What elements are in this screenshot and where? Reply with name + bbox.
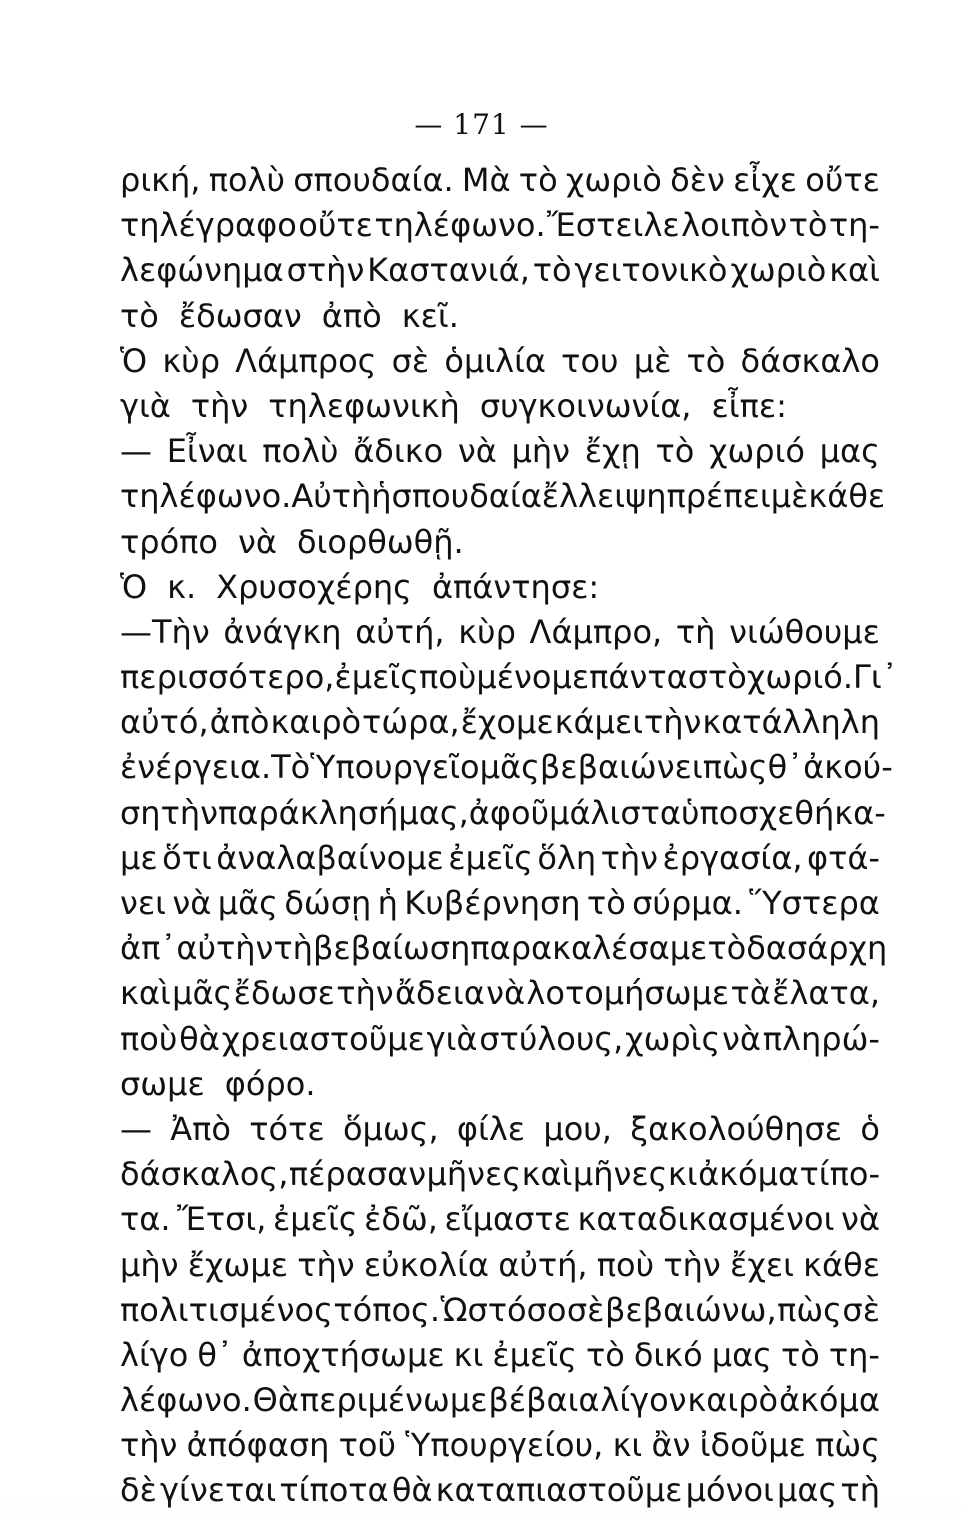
text-line: Ὁ κὺρ Λάμπρος σὲ ὁμιλία του μὲ τὸ δάσκαλο [120,341,880,380]
text-line: τηλέφωνο. Αὐτὴ ἡ σπουδαία ἔλλειψη πρέπει μὲ κάθε [120,477,886,516]
text-line: περισσότερο, ἐμεῖς ποὺ μένομε πάντα στὸ χωριό. Γι᾿ [120,658,898,697]
text-line: μὴν ἔχωμε τὴν εὐκολία αὐτή, ποὺ τὴν ἔχει κάθε [120,1245,880,1284]
text-line: λεφώνημα στὴν Καστανιά, τὸ γειτονικὸ χωριὸ καὶ [120,251,880,290]
text-line: τὴν ἀπόφαση τοῦ Ὑπουργείου, κι ἂν ἰδοῦμε πὼς [120,1426,880,1465]
text-line: τὸ ἔδωσαν ἀπὸ κεῖ. [120,296,459,335]
text-line: αὐτό, ἀπὸ καιρὸ τώρα, ἔχομε κάμει τὴν κατάλληλη [120,703,880,742]
text-line: Ὁ κ. Χρυσοχέρης ἀπάντησε: [120,567,600,606]
text-line: σωμε φόρο. [120,1064,316,1103]
text-line: καὶ μᾶς ἔδωσε τὴν ἄδεια νὰ λοτομήσωμε τὰ ἔλατα, [120,974,880,1013]
text-line: τηλέγραφο οὔτε τηλέφωνο. Ἔστειλε λοιπὸν τὸ τη- [120,206,880,245]
text-line: δὲ γίνεται τίποτα θὰ καταπιαστοῦμε μόνοι μας τὴ [120,1471,880,1510]
text-line: με ὅτι ἀναλαβαίνομε ἐμεῖς ὅλη τὴν ἐργασία, φτά- [120,838,880,877]
text-line: τα. Ἔτσι, ἐμεῖς ἐδῶ, εἴμαστε καταδικασμένοι νὰ [120,1200,880,1239]
text-line: ρική, πολὺ σπουδαία. Μὰ τὸ χωριὸ δὲν εἶχε οὔτε [120,161,880,199]
text-line: πολιτισμένος τόπος. Ὡστόσο σὲ βεβαιώνω, πὼς σὲ [120,1290,880,1329]
text-line: ἐνέργεια. Τὸ Ὑπουργεῖο μᾶς βεβαιώνει πὼς θ᾿ ἀκού- [120,748,893,787]
text-line: — Ἀπὸ τότε ὅμως, φίλε μου, ξακολούθησε ὁ [120,1109,880,1148]
text-line: ση τὴν παράκλησή μας, ἀφοῦ μάλιστα ὑποσχεθήκα- [120,793,886,832]
text-line: λέφωνο. Θὰ περιμένωμε βέβαια λίγον καιρὸ ἀκόμα [120,1381,880,1420]
text-line: λίγο θ᾿ ἀποχτήσωμε κι ἐμεῖς τὸ δικό μας τὸ τη- [120,1335,880,1374]
text-line: δάσκαλος, πέρασαν μῆνες καὶ μῆνες κι ἀκόμα τίπο- [120,1155,880,1194]
text-line: ποὺ θὰ χρειαστοῦμε γιὰ στύλους, χωρὶς νὰ πληρώ- [120,1019,880,1058]
text-line: νει νὰ μᾶς δώσῃ ἡ Κυβέρνηση τὸ σύρμα. Ὕστερα [120,884,880,922]
text-line: γιὰ τὴν τηλεφωνικὴ συγκοινωνία, εἶπε: [120,386,787,425]
text-line: — Εἶναι πολὺ ἄδικο νὰ μὴν ἔχῃ τὸ χωριό μας [120,432,880,471]
page-number: — 171 — [414,108,549,141]
text-line: ἀπ᾿ αὐτὴν τὴ βεβαίωση παρακαλέσαμε τὸ δασάρχη [120,929,888,968]
text-line: τρόπο νὰ διορθωθῇ. [120,522,464,561]
text-line: —Τὴν ἀνάγκη αὐτή, κὺρ Λάμπρο, τὴ νιώθουμε [120,612,880,651]
body-text [120,158,898,1514]
